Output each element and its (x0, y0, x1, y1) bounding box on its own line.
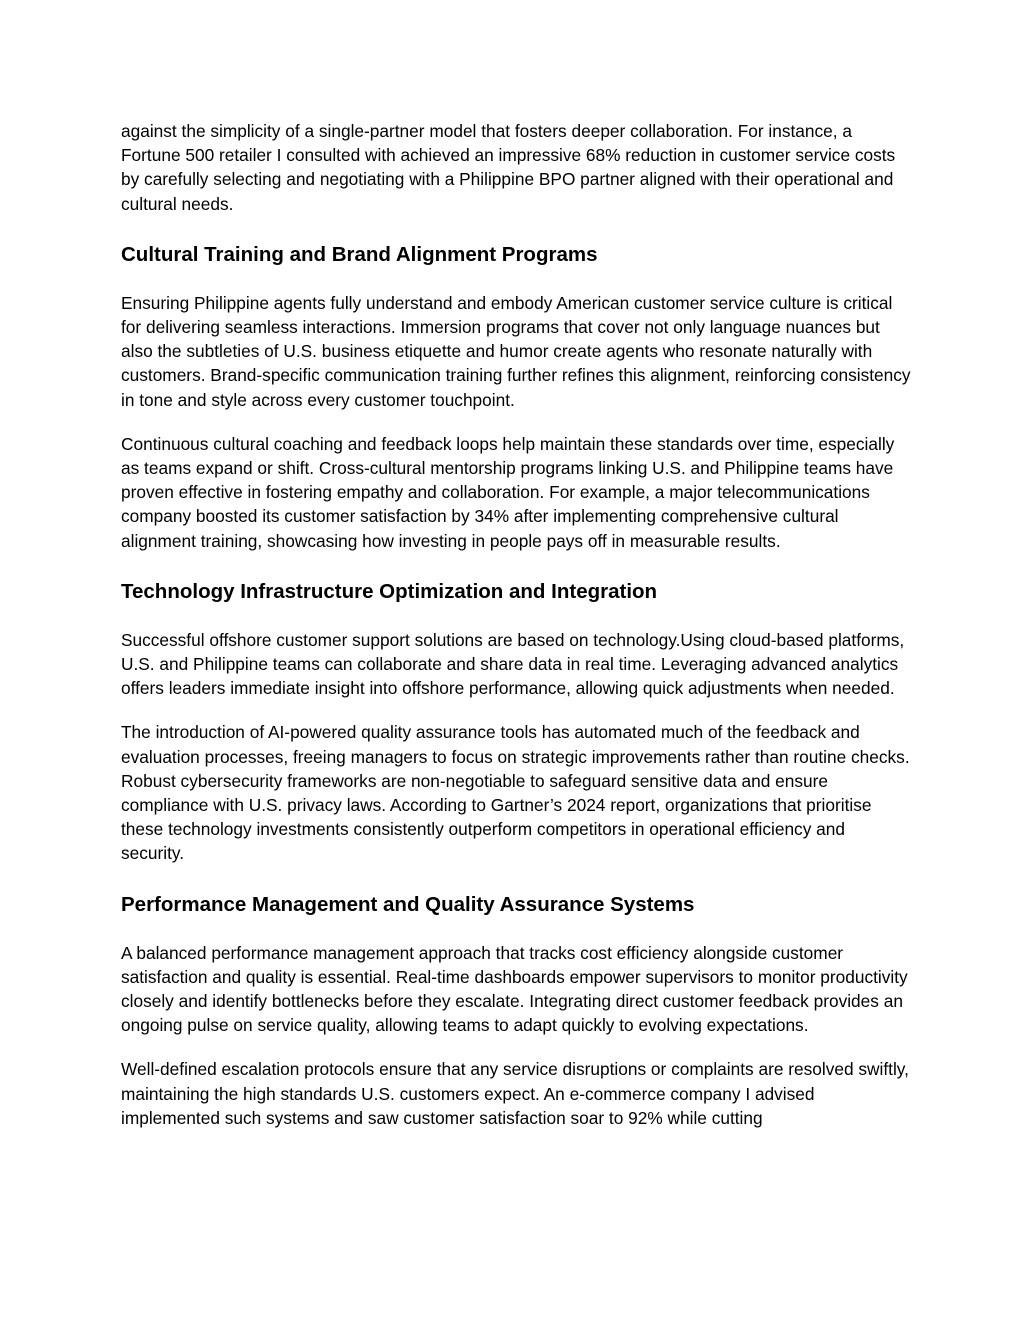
document-page (121, 119, 911, 1150)
intro-paragraph: against the simplicity of a single-partner model that fosters deeper collaboration. For instance, a Fortune 500 retailer I consulted with achieved an impressive 68% reduction in customer service costs by carefully selecting and negotiating with a Philippine BPO partner aligned with their operational and cultural needs. (121, 121, 896, 214)
section-heading-technology-infrastructure: Technology Infrastructure Optimization and Integration (121, 579, 658, 603)
paragraph: Well-defined escalation protocols ensure that any service disruptions or complaints are resolved swiftly, maintaining the high standards U.S. customers expect. An e-commerce company I advised implemented such systems and saw customer satisfaction soar to 92% while cutting (121, 1059, 909, 1128)
section-heading-performance-management: Performance Management and Quality Assurance Systems (121, 892, 695, 916)
section-heading-cultural-training: Cultural Training and Brand Alignment Programs (121, 242, 598, 266)
paragraph: Continuous cultural coaching and feedback loops help maintain these standards over time, especially as teams expand or shift. Cross-cultural mentorship programs linking U.S. and Philippine teams have proven effective in fostering empathy and collaboration. For example, a major telecommunications company boosted its customer satisfaction by 34% after implementing comprehensive cultural alignment training, showcasing how investing in people pays off in measurable results. (121, 433, 895, 551)
paragraph: Successful offshore customer support solutions are based on technology.Using cloud-based platforms, U.S. and Philippine teams can collaborate and share data in real time. Leveraging advanced analytics offers leaders immediate insight into offshore performance, allowing quick adjustments when needed. (121, 629, 905, 699)
paragraph: The introduction of AI-powered quality assurance tools has automated much of the feedback and evaluation processes, freeing managers to focus on strategic improvements rather than routine checks. Robust cybersecurity frameworks are non-negotiable to safeguard sensitive data and ensure compliance with U.S. privacy laws. According to Gartner’s 2024 report, organizations that prioritise these technology investments consistently outperform competitors in operational efficiency and security. (121, 722, 910, 864)
paragraph: Ensuring Philippine agents fully understand and embody American customer service culture is critical for delivering seamless interactions. Immersion programs that cover not only language nuances but also the subtleties of U.S. business etiquette and humor create agents who resonate naturally with customers. Brand-specific communication training further refines this alignment, reinforcing consistency in tone and style across every customer touchpoint. (121, 292, 911, 410)
paragraph: A balanced performance management approach that tracks cost efficiency alongside customer satisfaction and quality is essential. Real-time dashboards empower supervisors to monitor productivity closely and identify bottlenecks before they escalate. Integrating direct customer feedback provides an ongoing pulse on service quality, allowing teams to adapt quickly to evolving expectations. (121, 942, 908, 1036)
